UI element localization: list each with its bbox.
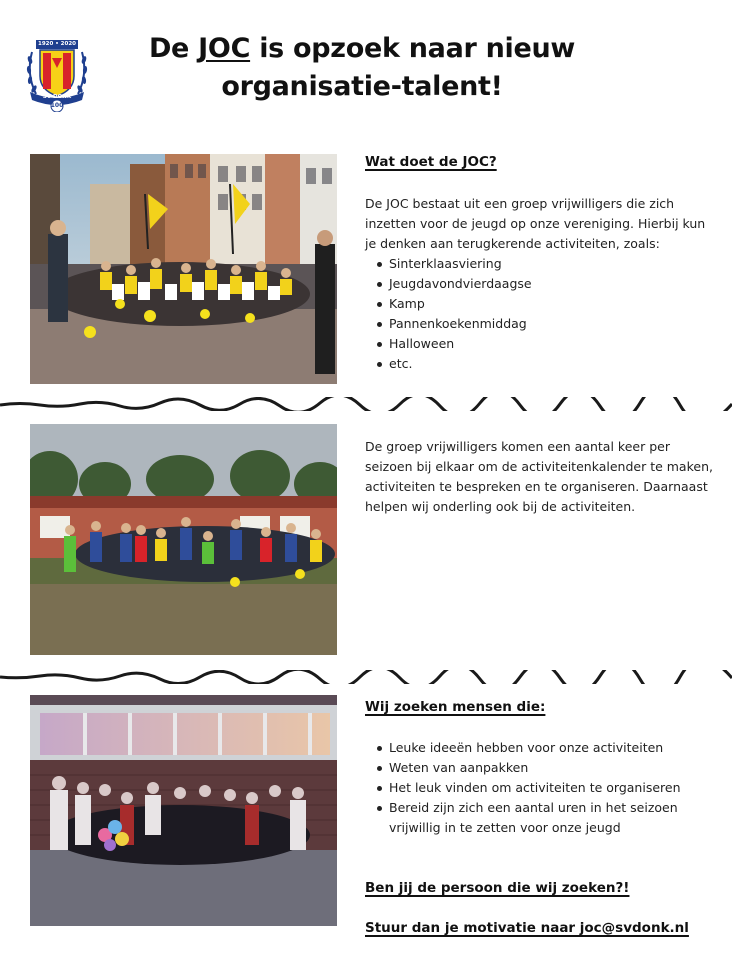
photo-halloween-group [30,695,337,926]
list-item: Kamp [389,294,710,314]
photo-field-group [30,424,337,655]
section3-requirements-list [365,738,710,838]
list-item: etc. [389,354,710,374]
section1-paragraph: De JOC bestaat uit een groep vrijwilligers die zich inzetten voor de jeugd op onze vereniging. Hierbij kun je denken aan terugkerende activiteiten, zoals: [365,196,706,251]
list-item: Sinterklaasviering [389,254,710,274]
logo-years: 1920 • 2020 [38,41,76,47]
list-item: Het leuk vinden om activiteiten te organiseren [389,778,710,798]
list-item: Jeugdavondvierdaagse [389,274,710,294]
list-item: Pannenkoekenmiddag [389,314,710,334]
list-item: Leuke ideeën hebben voor onze activiteiten [389,738,710,758]
divider [0,669,732,683]
title-highlight: JOC [198,33,251,64]
title-line2: organisatie-talent! [221,71,503,102]
divider [0,396,732,410]
photo-city-group [30,154,337,384]
section1-heading: Wat doet de JOC? [365,154,497,170]
section2-paragraph: De groep vrijwilligers komen een aantal keer per seizoen bij elkaar om de activiteitenkalender te maken, activiteiten te bespreken en te organiseren. Daarnaast helpen wij onderling ook bij de activiteiten. [365,439,713,514]
page-title [112,30,612,106]
list-item: Halloween [389,334,710,354]
club-logo [24,38,90,112]
logo-banner: SV DONK [42,94,72,100]
cta-question: Ben jij de persoon die wij zoeken?! [365,880,630,896]
list-item: Bereid zijn zich een aantal uren in het seizoen vrijwillig in te zetten voor onze jeugd [389,798,710,838]
title-pre: De [148,33,199,64]
cta-contact-link[interactable]: Stuur dan je motivatie naar joc@svdonk.nl [365,920,689,936]
section1-activity-list [365,254,710,374]
section3-heading: Wij zoeken mensen die: [365,699,546,715]
title-post: is opzoek naar nieuw [250,33,576,64]
list-item: Weten van aanpakken [389,758,710,778]
logo-anniversary: 100 [50,102,64,109]
